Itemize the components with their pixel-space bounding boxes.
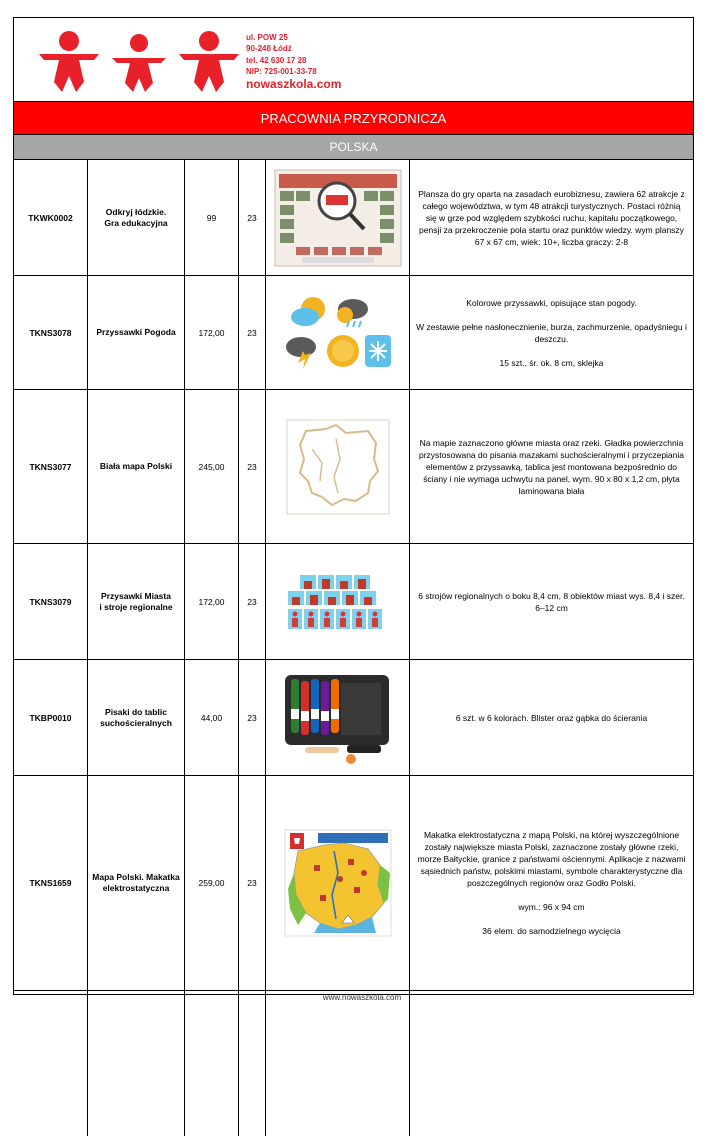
product-description <box>409 160 693 275</box>
company-phone: tel. 42 630 17 28 <box>246 55 307 65</box>
product-name-text: Biała mapa Polski <box>99 461 173 471</box>
product-name-text: Przysawki Miasta i stroje regionalne <box>99 590 173 612</box>
product-code: TKBP0010 <box>29 712 72 723</box>
product-vat: 23 <box>238 776 265 990</box>
product-price: 172,00 <box>184 276 238 389</box>
table-row <box>14 159 693 275</box>
product-code: TKWK0002 <box>28 212 73 223</box>
product-image-cell <box>265 776 409 990</box>
product-vat: 23 <box>238 660 265 775</box>
subsection-title: POLSKA <box>14 134 693 160</box>
description-text: Plansza do gry oparta na zasadach eurobiznesu, zawiera 62 atrakcje z całego województwa, w tym 48 atrakcji turystycznych. Postaci różnią się w grze pod względem szybkości ruchu, kapitału początkowego, pensji za przekroczenie pola startu oraz punktów wiedzy. wym planszy 67 x 67 cm, wiek: 10+, liczba graczy: 2-8 <box>418 188 685 247</box>
product-name-text: Pisaki do tablic suchościeralnych <box>100 706 172 728</box>
description-text: Na mapie zaznaczono główne miasta oraz rzeki. Gładka powierzchnia przystosowana do pisania mazakami suchościeralnymi i przyczepiania elementów z przyssawką, tablica jest montowana bezpośrednio do ściany i nie wymaga uchwytu na panel, wym. 90 x 80 x 1,2 cm, płyta laminowana biała <box>418 437 685 496</box>
white-poland-map-image <box>286 419 390 515</box>
product-name <box>87 390 184 543</box>
product-description <box>409 276 693 389</box>
table-row-empty <box>14 990 693 1136</box>
product-price: 44,00 <box>184 660 238 775</box>
description-text: 6 strojów regionalnych o boku 8,4 cm, 8 obiektów miast wys. 8,4 i szer. 6–12 cm <box>418 590 685 613</box>
product-vat: 23 <box>238 544 265 659</box>
product-description <box>409 660 693 775</box>
description-text: Kolorowe przyssawki, opisujące stan pogody. <box>466 297 637 308</box>
table-row <box>14 275 693 389</box>
product-description <box>409 390 693 543</box>
product-price: 172,00 <box>184 544 238 659</box>
description-text: wym.: 96 x 94 cm <box>518 902 585 912</box>
product-image-empty <box>265 991 409 1136</box>
product-name <box>87 276 184 389</box>
product-description <box>409 544 693 659</box>
product-name-empty <box>87 991 184 1136</box>
electrostatic-map-image <box>284 829 392 937</box>
catalog-page <box>13 17 694 995</box>
product-description-empty <box>409 991 693 1136</box>
description-text: 6 szt. w 6 kolorach. Blister oraz gąbka do ścierania <box>455 712 648 723</box>
product-image-cell <box>265 276 409 389</box>
product-image-cell <box>265 390 409 543</box>
product-name-text: Mapa Polski. Makatka elektrostatyczna <box>92 872 180 893</box>
product-vat: 23 <box>238 276 265 389</box>
product-code: TKNS3077 <box>29 461 72 472</box>
product-price: 99 <box>184 160 238 275</box>
product-description <box>409 776 693 990</box>
product-image-cell <box>265 660 409 775</box>
product-code: TKNS3078 <box>29 327 72 338</box>
table-row <box>14 775 693 990</box>
markers-set-image <box>279 669 397 767</box>
product-code: TKNS3079 <box>29 596 72 607</box>
header <box>14 18 693 101</box>
product-name <box>87 660 184 775</box>
description-text: Makatka elektrostatyczna z mapą Polski, na której wyszczególnione zostały największe miasta Polski, zaznaczone zostały główne rzeki, morze Bałtyckie, granice z państwami ościennymi. Aplikacje z nazwami sąsiednich państw, polskimi miastami, symbole charakterystyczne dla poszczególnych regionów oraz Godło Polski. <box>417 830 686 888</box>
section-title: PRACOWNIA PRZYRODNICZA <box>14 101 693 135</box>
product-name <box>87 776 184 990</box>
description-text: 15 szt., śr. ok. 8 cm, sklejka <box>499 357 604 368</box>
product-code-empty <box>14 991 87 1136</box>
company-logo <box>34 30 244 94</box>
company-nip: NIP: 725-001-33-78 <box>246 66 317 76</box>
table-row <box>14 659 693 775</box>
product-price: 259,00 <box>184 776 238 990</box>
cities-costumes-image <box>286 573 390 631</box>
product-code: TKNS1659 <box>29 878 72 888</box>
description-text: 36 elem. do samodzielnego wycięcia <box>482 926 621 936</box>
company-website[interactable]: nowaszkola.com <box>246 77 342 92</box>
weather-suction-cups-image <box>283 293 393 373</box>
product-vat-empty <box>238 991 265 1136</box>
product-image-cell <box>265 544 409 659</box>
description-text: W zestawie pełne nasłonecznienie, burza, zachmurzenie, opadyśniegu i deszczu. <box>416 321 687 344</box>
product-vat: 23 <box>238 160 265 275</box>
table-row <box>14 389 693 543</box>
company-address <box>246 32 341 90</box>
product-name-text: Przyssawki Pogoda <box>96 327 176 337</box>
product-name-text: Odkryj łódzkie. Gra edukacyjna <box>104 206 168 228</box>
product-price-empty <box>184 991 238 1136</box>
product-name <box>87 544 184 659</box>
product-name <box>87 160 184 275</box>
table-row <box>14 543 693 659</box>
product-price: 245,00 <box>184 390 238 543</box>
product-image-cell <box>265 160 409 275</box>
footer-website[interactable]: www.nowaszkola.com <box>322 993 402 1002</box>
product-vat: 23 <box>238 390 265 543</box>
address-city: 90-248 Łódź <box>246 44 292 54</box>
address-street: ul. POW 25 <box>246 33 288 42</box>
board-game-image <box>274 169 402 267</box>
